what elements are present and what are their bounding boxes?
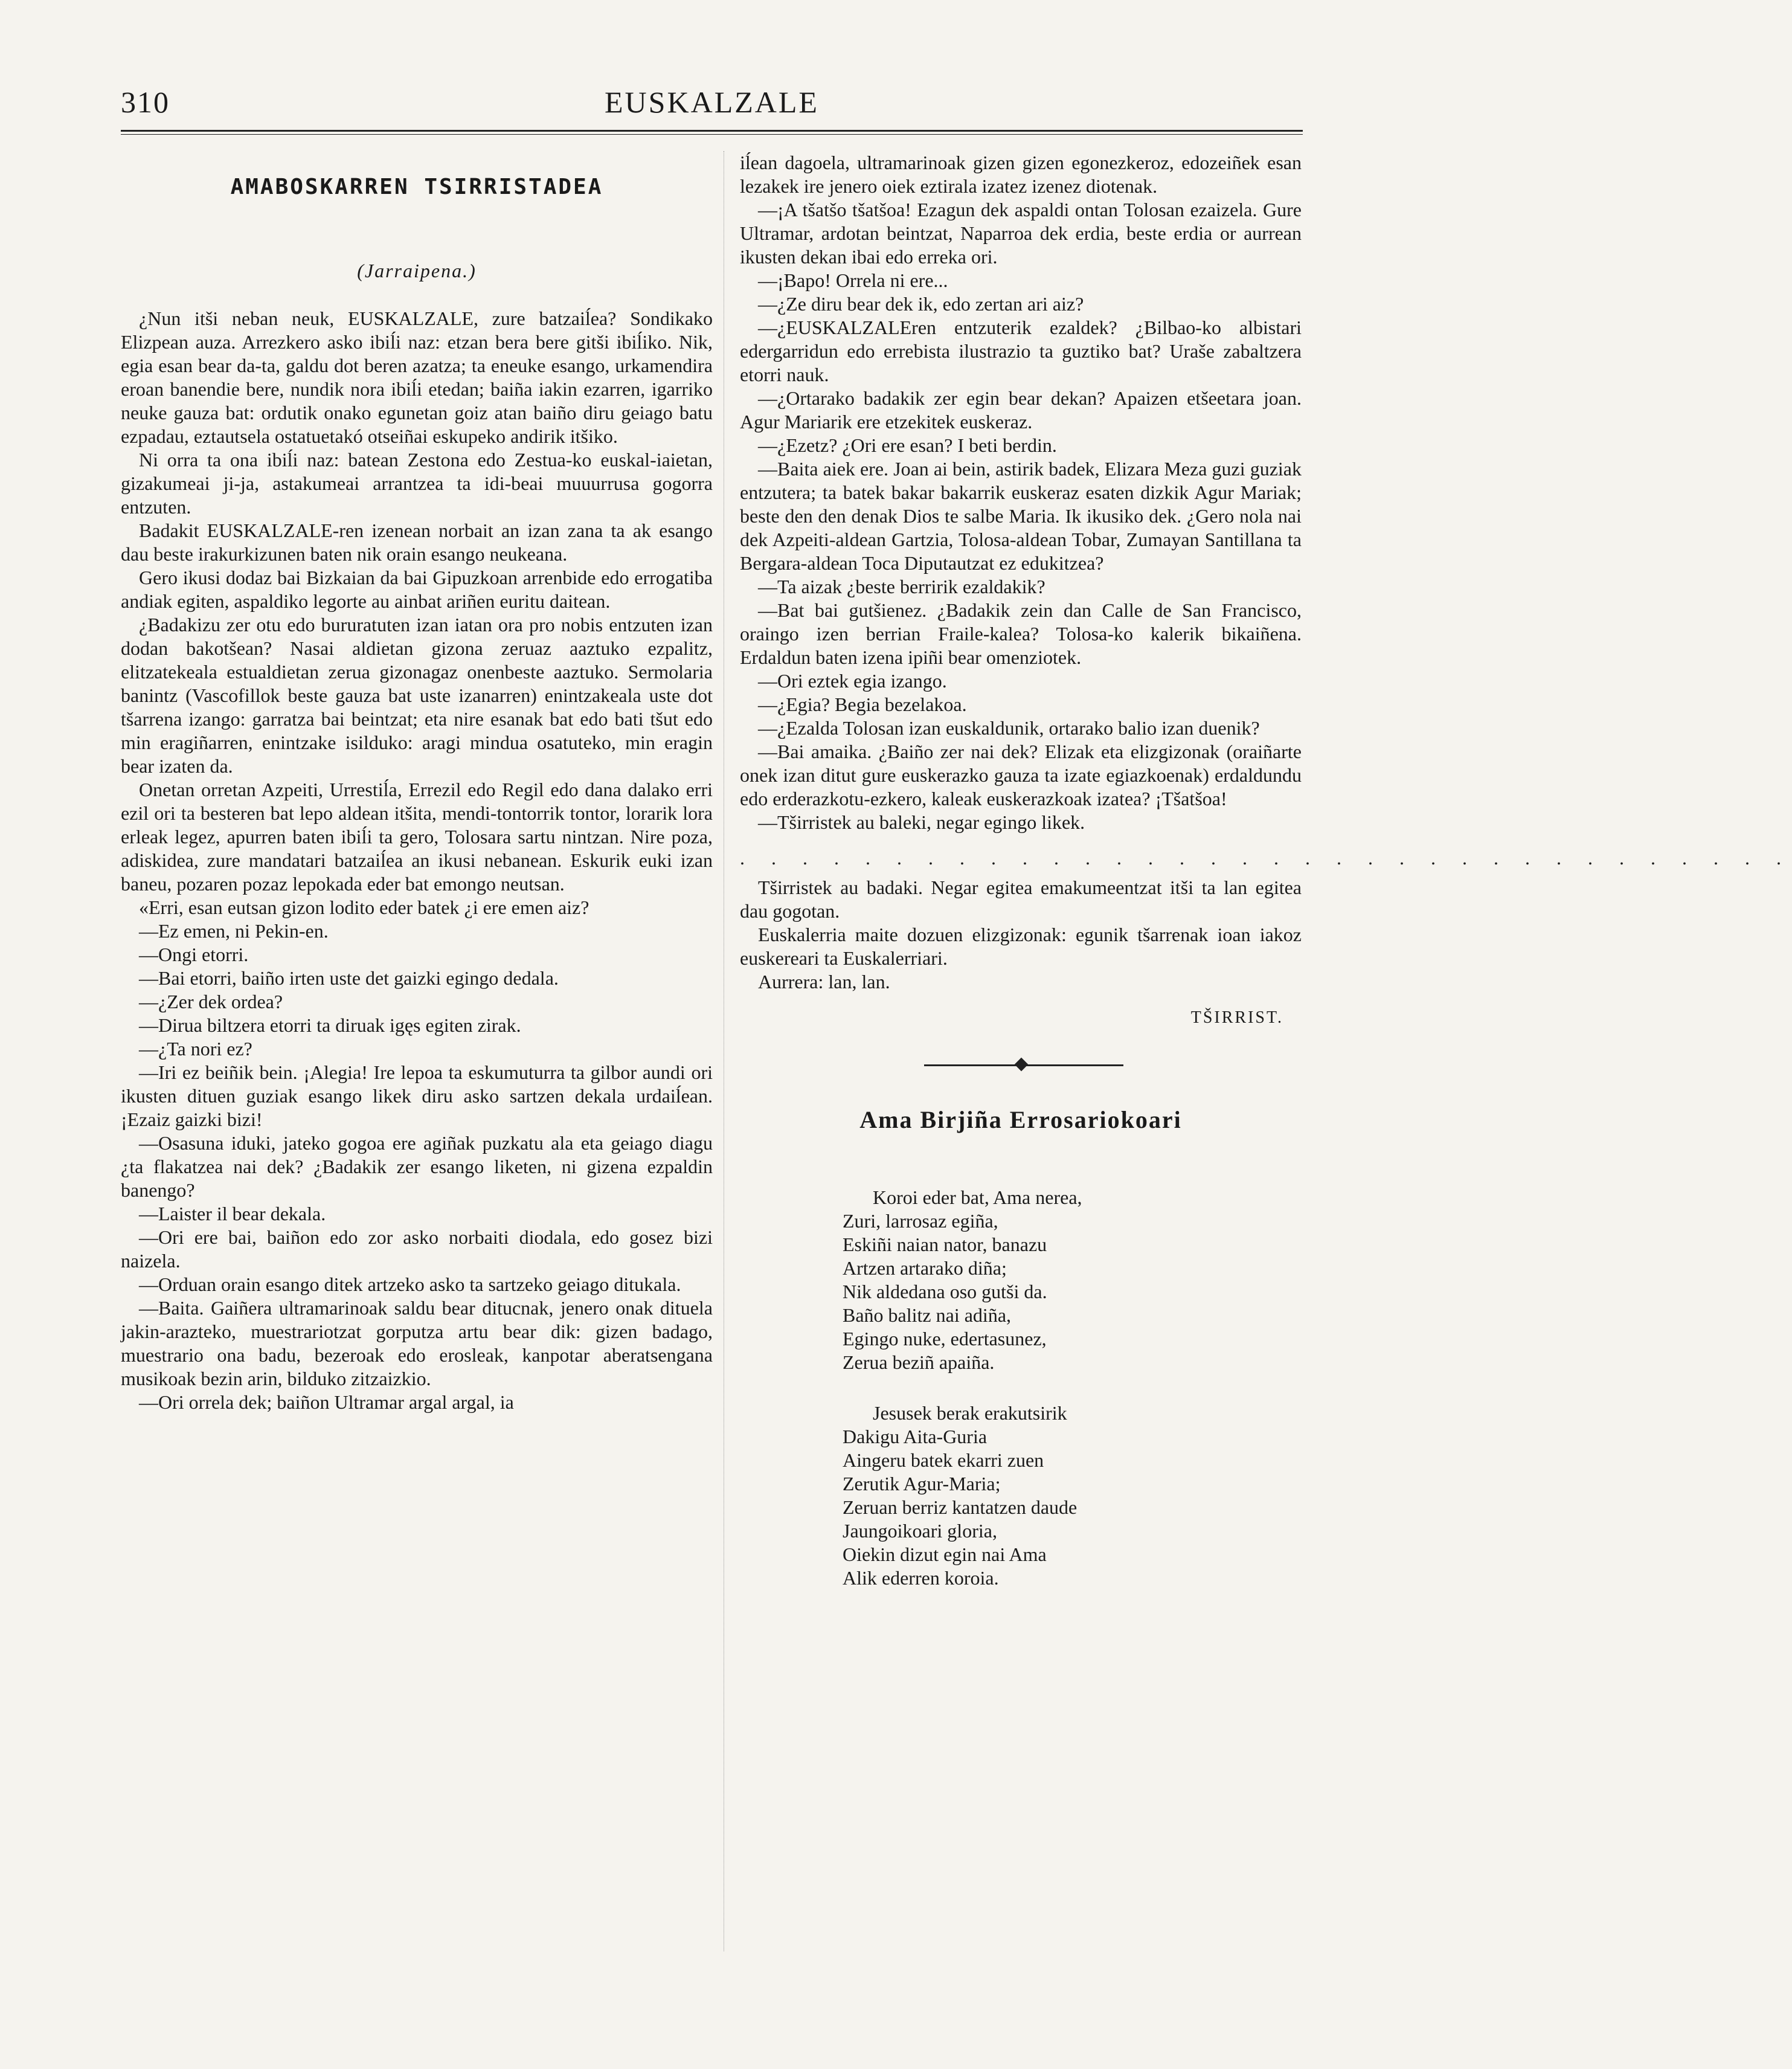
dialogue-line: —¿Ze diru bear dek ik, edo zertan ari aiz? bbox=[758, 293, 1084, 315]
dialogue-line: —¡A tšatšo tšatšoa! Ezagun dek aspaldi ontan Tolosan ezaizela. Gure Ultramar, ardotan beintzat, Naparroa dek erdia, beste erdia or aurrean ikusten dekan ibai edo erreka ori. bbox=[740, 199, 1302, 268]
poem-line: Oiekin dizut egin nai Ama bbox=[843, 1543, 1047, 1565]
poem-line: Alik ederren koroia. bbox=[843, 1567, 999, 1589]
dialogue-line: —Bai amaika. ¿Baiño zer nai dek? Elizak eta elizgizonak (oraiñarte onek izan ditut gure euskerazko gauza ta izate egiazkoenak) erdaldundu edo erderazkotu-ezkero, kaleak euskerazkoak izatea? ¡Tšatšoa! bbox=[740, 741, 1302, 809]
dialogue-line: —¿Zer dek ordea? bbox=[139, 991, 283, 1012]
dialogue-line: —¡Bapo! Orrela ni ere... bbox=[758, 269, 948, 291]
dialogue-line: —¿Ortarako badakik zer egin bear dekan? Apaizen etšeetara joan. Agur Mariarik ere etzekitek euskeraz. bbox=[740, 387, 1302, 433]
paragraph: iĺean dagoela, ultramarinoak gizen gizen egonezkeroz, edozeiñek esan lezakek ire jenero oiek eztirala izatez izenez diotenak. bbox=[740, 152, 1302, 197]
dialogue-line: —¿Egia? Begia bezelakoa. bbox=[758, 693, 967, 715]
dialogue-line: —Tširristek au baleki, negar egingo likek. bbox=[758, 811, 1085, 833]
journal-title: EUSKALZALE bbox=[605, 85, 819, 119]
paragraph: Euskalerria maite dozuen elizgizonak: egunik tšarrenak ioan iakoz euskereari ta Euskalerriari. bbox=[740, 924, 1302, 969]
dialogue-line: —Bat bai gutšienez. ¿Badakik zein dan Calle de San Francisco, oraingo izen berrian Fraile-kalea? Tolosa-ko kalerik bikaiñena. Erdaldun baten izena ipiñi bear omenziotek. bbox=[740, 599, 1302, 668]
page-header bbox=[121, 85, 1303, 133]
dialogue-line: —¿Ezetz? ¿Ori ere esan? I beti berdin. bbox=[758, 434, 1057, 456]
dialogue-line: —Baita. Gaiñera ultramarinoak saldu bear ditucnak, jenero onak dituela jakin-arazteko, muestrariotzat gorputza artu bear dik: gizen badago, muestrario ona badu, bezeroak edo erosleak, kanpotar aberatsengana musikoak bezin arin, bilduko zitzaizkio. bbox=[121, 1297, 713, 1389]
paragraph: Tširristek au badaki. Negar egitea emakumeentzat itši ta lan egitea dau gogotan. bbox=[740, 877, 1302, 922]
poem-line: Zerutik Agur-Maria; bbox=[843, 1473, 1001, 1495]
poem-line: Nik aldedana oso gutši da. bbox=[843, 1281, 1047, 1302]
paragraph: Gero ikusi dodaz bai Bizkaian da bai Gipuzkoan arrenbide edo errogatiba andiak egiten, aspaldiko legorte au ainbat ariñen euritu daitean. bbox=[121, 567, 713, 612]
dialogue-line: —Dirua biltzera etorri ta diruak igęs egiten zirak. bbox=[139, 1014, 521, 1036]
paragraph: Aurrera: lan, lan. bbox=[758, 971, 890, 993]
dialogue-line: —Laister il bear dekala. bbox=[139, 1203, 326, 1224]
poem-line: Egingo nuke, edertasunez, bbox=[843, 1328, 1047, 1350]
poem-line: Zuri, larrosaz egiña, bbox=[843, 1210, 998, 1232]
article-title: AMABOSKARREN TSIRRISTADEA bbox=[230, 175, 603, 199]
dialogue-line: —Ori eztek egia izango. bbox=[758, 670, 947, 692]
dialogue-line: —Ori orrela dek; baiñon Ultramar argal argal, ia bbox=[139, 1391, 514, 1413]
poem-stanza bbox=[843, 1401, 1302, 1590]
paragraph: Onetan orretan Azpeiti, Urrestiĺa, Errezil edo Regil edo dana dalako erri ezil ori ta besteren bat lepo aldean itšita, mendi-tontorrik tontor, lorarik lora erleak legez, apurren baten ibiĺi ta gero, Tolosara sartu nintzan. Nire poza, adiskidea, zure mandatari batzaiĺea an ikusi nebanean. Eskurik euki izan baneu, pozaren pozaz lepokada eder bat emongo neutsan. bbox=[121, 779, 713, 895]
poem-line: Artzen artarako diña; bbox=[843, 1257, 1007, 1279]
paragraph: Badakit EUSKALZALE-ren izenean norbait an izan zana ta ak esango dau beste irakurkizunen baten nik orain esango neukeana. bbox=[121, 520, 713, 565]
poem-stanza bbox=[843, 1186, 1302, 1374]
poem-line: Aingeru batek ekarri zuen bbox=[843, 1449, 1044, 1471]
poem-line: Zeruan berriz kantatzen daude bbox=[843, 1496, 1077, 1518]
poem-line: Dakigu Aita-Guria bbox=[843, 1426, 988, 1447]
dialogue-line: —Ta aizak ¿beste berririk ezaldakik? bbox=[758, 576, 1045, 597]
page-number: 310 bbox=[121, 85, 170, 119]
poem-line: Jaungoikoari gloria, bbox=[843, 1520, 997, 1542]
dialogue-line: —Baita aiek ere. Joan ai bein, astirik badek, Elizara Meza guzi guziak entzutera; ta batek bakar bakarrik euskeraz esaten dizkik Agur Mariak; beste den den denak Dios te salbe Maria. Ik ikusiko dek. ¿Gero nola nai dek Azpeiti-aldean Gartzia, Tolosa-aldean Tobar, Zumayan Santillana ta Bergara-aldean Toca Diputautzat ez edukitzea? bbox=[740, 458, 1302, 574]
right-column bbox=[740, 151, 1792, 1617]
diamond-ornament-icon bbox=[1015, 1058, 1029, 1072]
signature: TŠIRRIST. bbox=[1190, 1008, 1283, 1027]
dialogue-line: —¿Ezalda Tolosan izan euskaldunik, ortarako balio izan duenik? bbox=[758, 717, 1260, 739]
poem-line: Zerua beziñ apaiña. bbox=[843, 1351, 995, 1373]
poem-line: Eskiñi naian nator, banazu bbox=[843, 1234, 1047, 1255]
poem-line: Jesusek berak erakutsirik bbox=[873, 1402, 1067, 1424]
poem-line: Baño balitz nai adiña, bbox=[843, 1304, 1012, 1326]
paragraph: Ni orra ta ona ibiĺi naz: batean Zestona edo Zestua-ko euskal-iaietan, gizakumeai ji-ja, astakumeai arrantzea ta idi-beai muuurrusa gogorra entzuten. bbox=[121, 449, 713, 518]
dialogue-line: —Ez emen, ni Pekin-en. bbox=[139, 920, 329, 942]
dialogue-line: —Orduan orain esango ditek artzeko asko ta sartzeko geiago ditukala. bbox=[139, 1273, 681, 1295]
dialogue-line: —Ongi etorri. bbox=[139, 944, 249, 965]
dialogue-line: —Osasuna iduki, jateko gogoa ere agiñak puzkatu ala eta geiago diagu ¿ta flakatzea nai dek? ¿Badakik zer esango liketen, ni gizena ezpaldin banengo? bbox=[121, 1132, 713, 1201]
paragraph: «Erri, esan eutsan gizon lodito eder batek ¿i ere emen aiz? bbox=[139, 896, 589, 918]
dialogue-line: —¿Ta nori ez? bbox=[139, 1038, 252, 1060]
dialogue-line: —Bai etorri, baiño irten uste det gaizki egingo dedala. bbox=[139, 967, 559, 989]
poem-line: Koroi eder bat, Ama nerea, bbox=[873, 1186, 1082, 1208]
dialogue-line: —¿EUSKALZALEren entzuterik ezaldek? ¿Bilbao-ko albistari edergarridun edo errebista ilustrazio ta guztiko bat? Uraše zabaltzera etorri nauk. bbox=[740, 317, 1302, 385]
paragraph: ¿Nun itši neban neuk, EUSKALZALE, zure batzaiĺea? Sondikako Elizpean auza. Arrezkero asko ibiĺi naz: etzan bera bere gitši ibiĺiko. Nik, egia esan bear da-ta, galdu dot beren azatza; ta eneuke esango, urkamendira eroan banendie bere, nundik nora ibiĺi etedan; baiña iakin ezarren, igarriko neuke gauza bat: ordutik onako egunetan goiz atan baiño diru geiago batu ezpadau, eztautsela ostatuetakó otseiñai eskupeko andirik itšiko. bbox=[121, 307, 713, 447]
left-column bbox=[121, 151, 713, 1414]
paragraph: ¿Badakizu zer otu edo bururatuten izan iatan ora pro nobis entzuten izan dodan bakotšean? Nasai aldietan gizona zeruaz aaztuko ezpalitz, elitzatekeala estualdietan zerua gizonagaz onenbeste aaztuko. Sermolaria banintz (Vascofillok beste gauza bat uste izanarren) enintzakeala uste dot tšarrena izango: garratza bai beintzat; eta nire esanak bat edo bati tšut edo min eragiñarren, enintzake isilduko: aragi mindua osatuteko, min eragin bear izaten da. bbox=[121, 614, 713, 777]
header-rule bbox=[121, 130, 1303, 135]
article-subtitle: (Jarraipena.) bbox=[357, 260, 477, 282]
dialogue-line: —Iri ez beiñik bein. ¡Alegia! Ire lepoa ta eskumuturra ta gilbor aundi ori ikusten dituen guziak esango likek diru asko sartzen dekala urdaiĺean. ¡Ezaiz gaizki bizi! bbox=[121, 1061, 713, 1130]
dotted-separator: . . . . . . . . . . . . . . . . . . . . . . . . . . . . . . . . . . bbox=[740, 847, 1792, 869]
poem-title: Ama Birjiña Errosariokoari bbox=[859, 1106, 1182, 1133]
dialogue-line: —Ori ere bai, baiñon edo zor asko norbaiti diodala, edo gosez bizi naizela. bbox=[121, 1226, 713, 1272]
ornamental-divider bbox=[740, 1054, 1302, 1078]
